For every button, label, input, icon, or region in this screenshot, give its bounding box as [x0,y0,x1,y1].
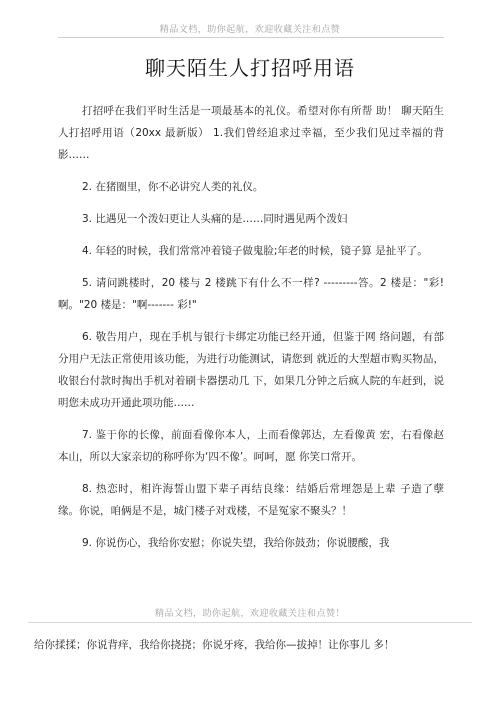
footer-watermark-text: 精品文档，助你起航，欢迎收藏关注和点赞！ [154,609,345,619]
page-title: 聊天陌生人打招呼用语 [145,56,355,80]
paragraph-item-9: 9. 你说伤心，我给你安慰；你说失望，我给你鼓劲；你说腰酸，我 [82,537,390,549]
header-divider [58,37,444,38]
paragraph-item-5: 5. 请问跳楼时，20 楼与 2 楼跳下有什么不一样? ---------答。2 楼是："彩!啊。"20 楼是："啊------- 彩!" [58,277,444,311]
header-watermark-text: 精品文档，助你起航，欢迎收藏关注和点赞 [159,25,341,35]
paragraph-item-3: 3. 比遇见一个泼妇更让人头痛的是……同时遇见两个泼妇 [82,213,348,225]
next-page-continuation: 给你揉揉；你说背痒，我给你挠挠；你说牙疼，我给你—拔掉！让你事儿 多！ [34,639,395,651]
footer-divider [28,622,472,623]
paragraph-item-8: 8. 热恋时，相许海誓山盟下辈子再结良缘：结婚后常埋怨是上辈 子造了孽缘。你说，咱俩是不是，城门楼子对戏楼，不是冤家不聚头？！ [58,483,444,517]
paragraph-intro: 打招呼在我们平时生活是一项最基本的礼仪。希望对你有所帮 助！ 聊天陌生人打招呼用语（20xx 最新版） 1.我们曾经追求过幸福，至少我们见过幸福的背影…… [58,105,444,161]
paragraph-item-4: 4. 年轻的时候，我们常常冲着镜子做鬼脸;年老的时候，镜子算 是扯平了。 [82,245,428,257]
paragraph-item-7: 7. 鉴于你的长像，前面看像你本人，上而看像郭达，左看像黄 宏，右看像赵本山，所以大家亲切的称呼你为‘四不像’。呵呵，愿 你笑口常开。 [58,429,444,463]
paragraph-item-6: 6. 敬告用户，现在手机与银行卡绑定功能已经开通，但鉴于网 络问题，有部分用户无法正常使用该功能，为进行功能测试，请您到 就近的大型超市购买物品，收银台付款时掏出手机对着刷卡器摆动几 下，如果几分钟之后疯人院的车赶到，说明您未成功开通此项功能…… [58,331,444,409]
paragraph-item-2: 2. 在猪圈里，你不必讲究人类的礼仪。 [82,181,264,193]
document-body [58,100,444,564]
